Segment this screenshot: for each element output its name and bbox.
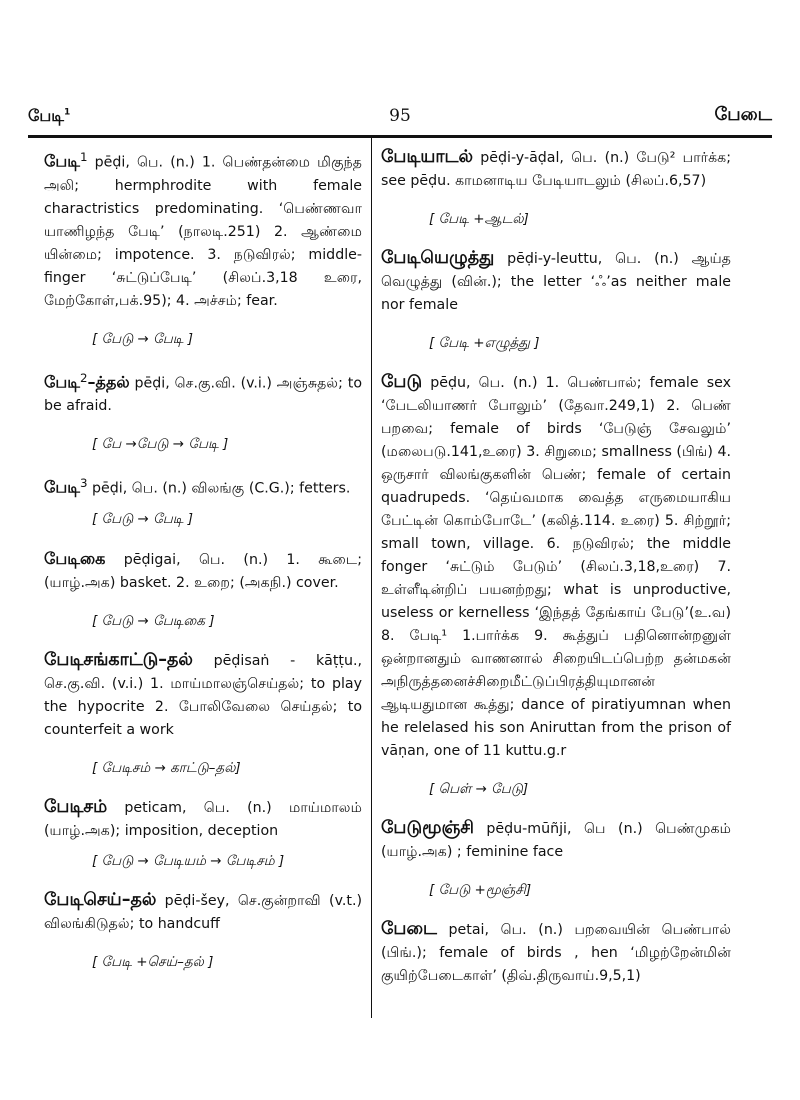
entry-etymology: [ பேடு → பேடிகை ] [92,613,215,630]
left-column [44,146,362,990]
dictionary-entry: பேடி$^1$ pēḍi, பெ. (n.) 1. பெண்தன்மை மிகுந்த அலி; hermphrodite with female charactristics predominating. ‘பெண்ணவா யாணிழந்த பேடி’ (நாலடி.251) 2. ஆண்மை யின்மை; impotence. 3. நடுவிரல்; middle-finger ‘சுட்டுப்பேடி’ (சிலப்.3,18 உரை, மேற்கோள்,பக்.95); 4. அச்சம்; fear. [ பேடு → பேடி ] [44,150,362,347]
entry-definition: peticam, பெ. (n.) மாய்மாலம் (யாழ்.அக); imposition, deception [44,800,362,840]
entry-definition: pēḍu-mūñji, பெ (n.) பெண்முகம் (யாழ்.அக) ; feminine face [381,821,731,860]
entry-definition: pēḍi, பெ. (n.) விலங்கு (C.G.); fetters. [87,481,351,498]
entry-headword: பேடிசங்காட்டு–தல் [44,650,193,671]
dictionary-entry: பேடி$^2$–த்தல் pēḍi, செ.கு.வி. (v.i.) அஞ்சுதல்; to be afraid. [ பே →பேடு → பேடி ] [44,370,362,453]
entry-headword: பேடி [44,372,80,392]
dictionary-entry: பேடி$^3$ pēḍi, பெ. (n.) விலங்கு (C.G.); fetters. [ பேடு → பேடி ] [44,472,362,529]
right-running-headword: பேடை [714,104,772,125]
entry-headword: பேடியெழுத்து [381,248,495,268]
header-rule [28,135,772,138]
dictionary-entry [381,918,731,988]
entry-headword: பேடி [44,478,80,498]
dictionary-entry [44,889,362,972]
entry-etymology: [ பேடி +எழுத்து ] [429,335,540,351]
entry-headword: பேடிசெய்–தல் [44,890,157,911]
dictionary-entry [381,146,731,229]
entry-etymology: [ பேடு → பேடி ] [92,511,194,528]
entry-etymology: [ பேடு → பேடியம் → பேடிசம் ] [92,853,285,870]
entry-headword: பேடி [44,151,80,171]
entry-definition: petai, பெ. (n.) பறவையின் பெண்பால் (பிங்.); female of birds , hen ‘மிழற்றேன்மின் குயிற்பேடைகாள்’ (திவ்.திருவாய்.9,5,1) [381,922,731,984]
entry-definition: pēḍigai, பெ. (n.) 1. கூடை; (யாழ்.அக) basket. 2. உறை; (அகநி.) cover. [44,552,362,592]
entry-definition: pēḍi-y-āḍal, பெ. (n.) பேடு² பார்க்க; see pēḍu. காமனாடிய பேடியாடலும் (சிலப்.6,57) [381,150,731,189]
entry-definition: pēḍi, பெ. (n.) 1. பெண்தன்மை மிகுந்த அலி; hermphrodite with female charactristics predominating. ‘பெண்ணவா யாணிழந்த பேடி’ (நாலடி.251) 2. ஆண்மை யின்மை; impotence. 3. நடுவிரல்; middle-finger ‘சுட்டுப்பேடி’ (சிலப்.3,18 உரை, மேற்கோள்,பக்.95); 4. அச்சம்; fear. [44,154,362,309]
entry-definition: pēḍi-šey, செ.குன்றாவி (v.t.) விலங்கிடுதல்; to handcuff [44,893,362,933]
entry-definition: pēḍi-y-leuttu, பெ. (n.) ஆய்த வெழுத்து (வின்.); the letter ‘ஃ’as neither male nor female [381,251,731,313]
entry-etymology: [ பெள் → பேடு] [429,781,529,797]
entry-etymology: [ பேடி +செய்–தல் ] [92,954,214,971]
entry-headword: பேடுமூஞ்சி [381,818,474,838]
entry-definition: pēḍu, பெ. (n.) 1. பெண்பால்; female sex ‘பேடலியாணர் போலும்’ (தேவா.249,1) 2. பெண் பறவை; female of birds ‘பேடுஞ் சேவலும்’ (மலைபடு.141,உரை) 3. சிறுமை; smallness (பிங்) 4. ஒருசார் விலங்குகளின் பெண்; female of certain quadrupeds. ‘தெய்வமாக வைத்த எருமையாகிய பேட்டின் கொம்போடே’ (கலித்.114. உரை) 5. சிற்றூர்; small town, village. 6. நடுவிரல்; the middle fonger ‘சுட்டும் பேடும்’ (சிலப்.3,18,உரை) 7. உள்ளீடின்றிப் பயனற்றது; what is unproductive, useless or kernelless ‘இந்தத் தேங்காய் பேடு’(உ.வ) 8. பேடி¹ 1.பார்க்க 9. கூத்துப் பதினொன்றனுள் ஒன்றானதும் வாணனால் சிறையிடப்பெற்ற தன்மகன் அநிருத்தனைச்சிறைமீட்டுப்பிரத்தியுமானன் ஆடியதுமான கூத்து; dance of piratiyumnan when he relelased his son Aniruttan from the prison of vāṇan, one of 11 kuttu.g.r [381,375,731,759]
entry-definition: pēḍi, செ.கு.வி. (v.i.) அஞ்சுதல்; to be afraid. [44,375,362,415]
column-divider [371,138,372,1018]
dictionary-entry [44,547,362,631]
entry-headword: பேடு [381,372,423,392]
dictionary-entry [381,247,731,353]
entry-etymology: [ பேடிசம் → காட்டு–தல்] [92,760,241,777]
entry-etymology: [ பேடு +மூஞ்சி] [429,882,532,898]
entry-etymology: [ பே →பேடு → பேடி ] [92,436,229,453]
entry-headword: பேடியாடல் [381,147,473,167]
entry-etymology: [ பேடி +ஆடல்] [429,211,529,227]
right-column [381,146,731,1006]
left-running-headword: பேடி$^1$ [28,106,71,125]
dictionary-entry [44,649,362,778]
dictionary-entry [381,371,731,799]
entry-headword: பேடை [381,919,437,939]
entry-headword: பேடிகை [44,549,106,569]
page-header [28,104,772,134]
dictionary-entry [44,796,362,871]
entry-headword: பேடிசம் [44,797,108,818]
entry-etymology: [ பேடு → பேடி ] [92,330,194,347]
entry-definition: pēḍisaṅ - kāṭṭu., செ.கு.வி. (v.i.) 1. மாய்மாலஞ்செய்தல்; to play the hypocrite 2. போலிவேலை செய்தல்; to counterfeit a work [44,653,362,739]
dictionary-entry [381,817,731,900]
page-number: 95 [389,106,411,126]
